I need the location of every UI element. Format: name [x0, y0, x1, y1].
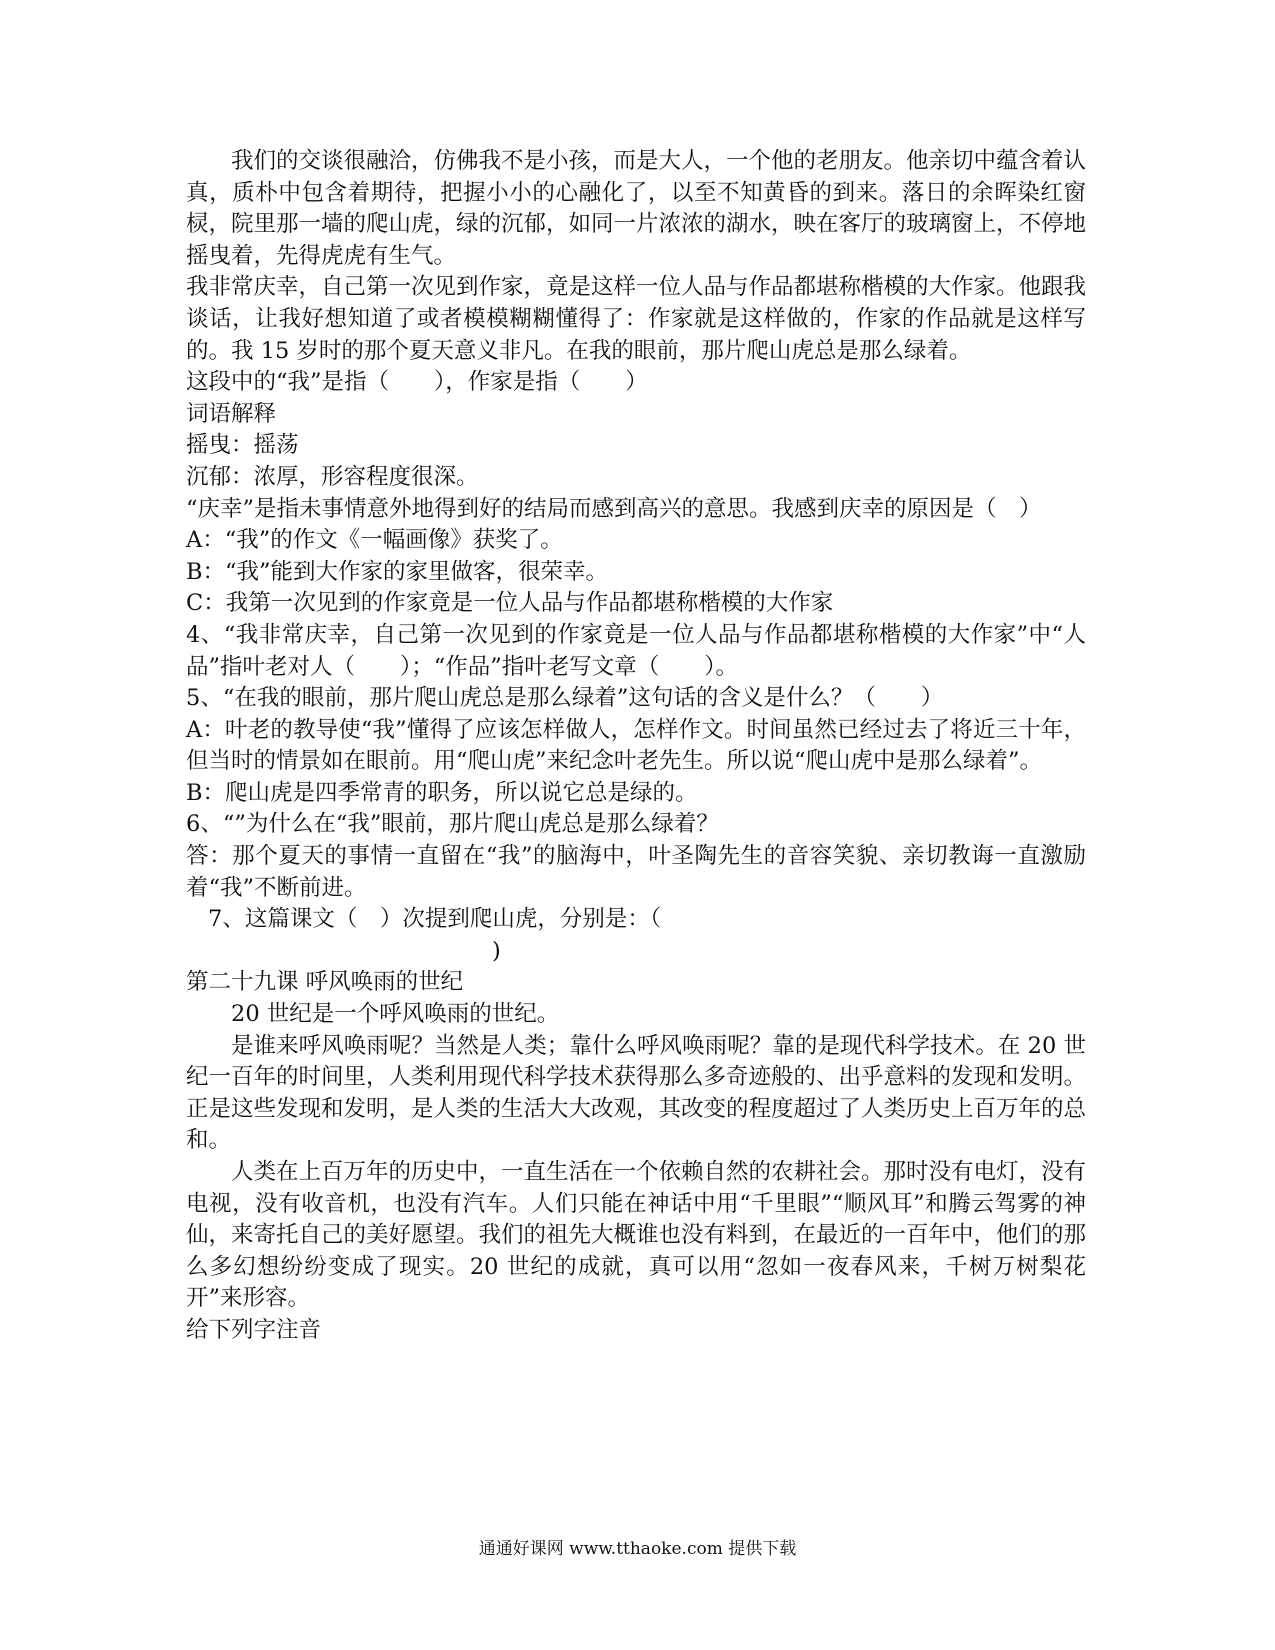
question-qingxing: “庆幸”是指未事情意外地得到好的结局而感到高兴的意思。我感到庆幸的原因是（ ）: [186, 495, 1042, 522]
vocab-heading: 词语解释: [186, 400, 277, 427]
vocab-item-yaoye: 摇曳：摇荡: [186, 432, 299, 459]
paragraph-fortunate: 我非常庆幸，自己第一次见到作家，竟是这样一位人品与作品都堪称楷模的大作家。他跟我谈话，让我好想知道了或者模模糊糊懂得了：作家就是这样做的，作家的作品就是这样写的。我 15 岁时的那个夏天意义非凡。在我的眼前，那片爬山虎总是那么绿着。: [186, 274, 1087, 364]
lesson-title: 第二十九课 呼风唤雨的世纪: [186, 969, 464, 996]
question-7: 7、这篇课文（ ）次提到爬山虎，分别是：（: [208, 906, 662, 933]
paragraph-conversation: 我们的交谈很融洽，仿佛我不是小孩，而是大人，一个他的老朋友。他亲切中蕴含着认真，质朴中包含着期待，把握小小的心融化了，以至不知黄昏的到来。落日的余晖染红窗棂，院里那一墙的爬山虎，绿的沉郁，如同一片浓浓的湖水，映在客厅的玻璃窗上，不停地摇曳着，先得虎虎有生气。: [186, 148, 1087, 269]
option-a: A：“我”的作文《一幅画像》获奖了。: [186, 527, 563, 554]
lesson-paragraph-3: 人类在上百万年的历史中，一直生活在一个依赖自然的农耕社会。那时没有电灯，没有电视，没有收音机，也没有汽车。人们只能在神话中用“千里眼”“顺风耳”和腾云驾雾的神仙，来寄托自己的美好愿望。我们的祖先大概谁也没有料到，在最近的一百年中，他们的那么多幻想纷纷变成了现实。20 世纪的成就，真可以用“忽如一夜春风来，千树万树梨花开”来形容。: [186, 1159, 1087, 1312]
pinyin-heading: 给下列字注音: [186, 1316, 322, 1343]
page-footer: 通通好课网 www.tthaoke.com 提供下载: [478, 1539, 797, 1559]
question-6: 6、“”为什么在“我”眼前，那片爬山虎总是那么绿着？: [186, 811, 719, 838]
question-5: 5、“在我的眼前，那片爬山虎总是那么绿着”这句话的含义是什么？（ ）: [186, 685, 944, 712]
lesson-paragraph-2: 是谁来呼风唤雨呢？当然是人类；靠什么呼风唤雨呢？靠的是现代科学技术。在 20 世纪一百年的时间里，人类利用现代科学技术获得那么多奇迹般的、出乎意料的发现和发明。正是这些发现和发明，是人类的生活大大改观，其改变的程度超过了人类历史上百万年的总和。: [186, 1032, 1087, 1154]
option-b: B：“我”能到大作家的家里做客，很荣幸。: [186, 558, 609, 585]
option-c: C：我第一次见到的作家竟是一位人品与作品都堪称楷模的大作家: [186, 590, 834, 617]
document-body: [186, 146, 1086, 1347]
question-5-option-a: A：叶老的教导使“我”懂得了应该怎样做人，怎样作文。时间虽然已经过去了将近三十年，但当时的情景如在眼前。用“爬山虎”来纪念叶老先生。所以说“爬山虎中是那么绿着”。: [186, 716, 1086, 775]
question-4: 4、“我非常庆幸，自己第一次见到的作家竟是一位人品与作品都堪称楷模的大作家”中“人品”指叶老对人（ ）；“作品”指叶老写文章（ ）。: [186, 621, 1086, 680]
question-7-close-paren: ): [492, 937, 501, 964]
vocab-item-chenyu: 沉郁：浓厚，形容程度很深。: [186, 463, 479, 490]
question-5-option-b: B：爬山虎是四季常青的职务，所以说它总是绿的。: [186, 779, 698, 806]
question-6-answer: 答：那个夏天的事情一直留在“我”的脑海中，叶圣陶先生的音容笑貌、亲切教诲一直激励着“我”不断前进。: [186, 843, 1086, 901]
lesson-paragraph-1: 20 世纪是一个呼风唤雨的世纪。: [231, 1001, 560, 1028]
question-who-is-me: 这段中的“我”是指（ ），作家是指（ ）: [186, 369, 648, 396]
